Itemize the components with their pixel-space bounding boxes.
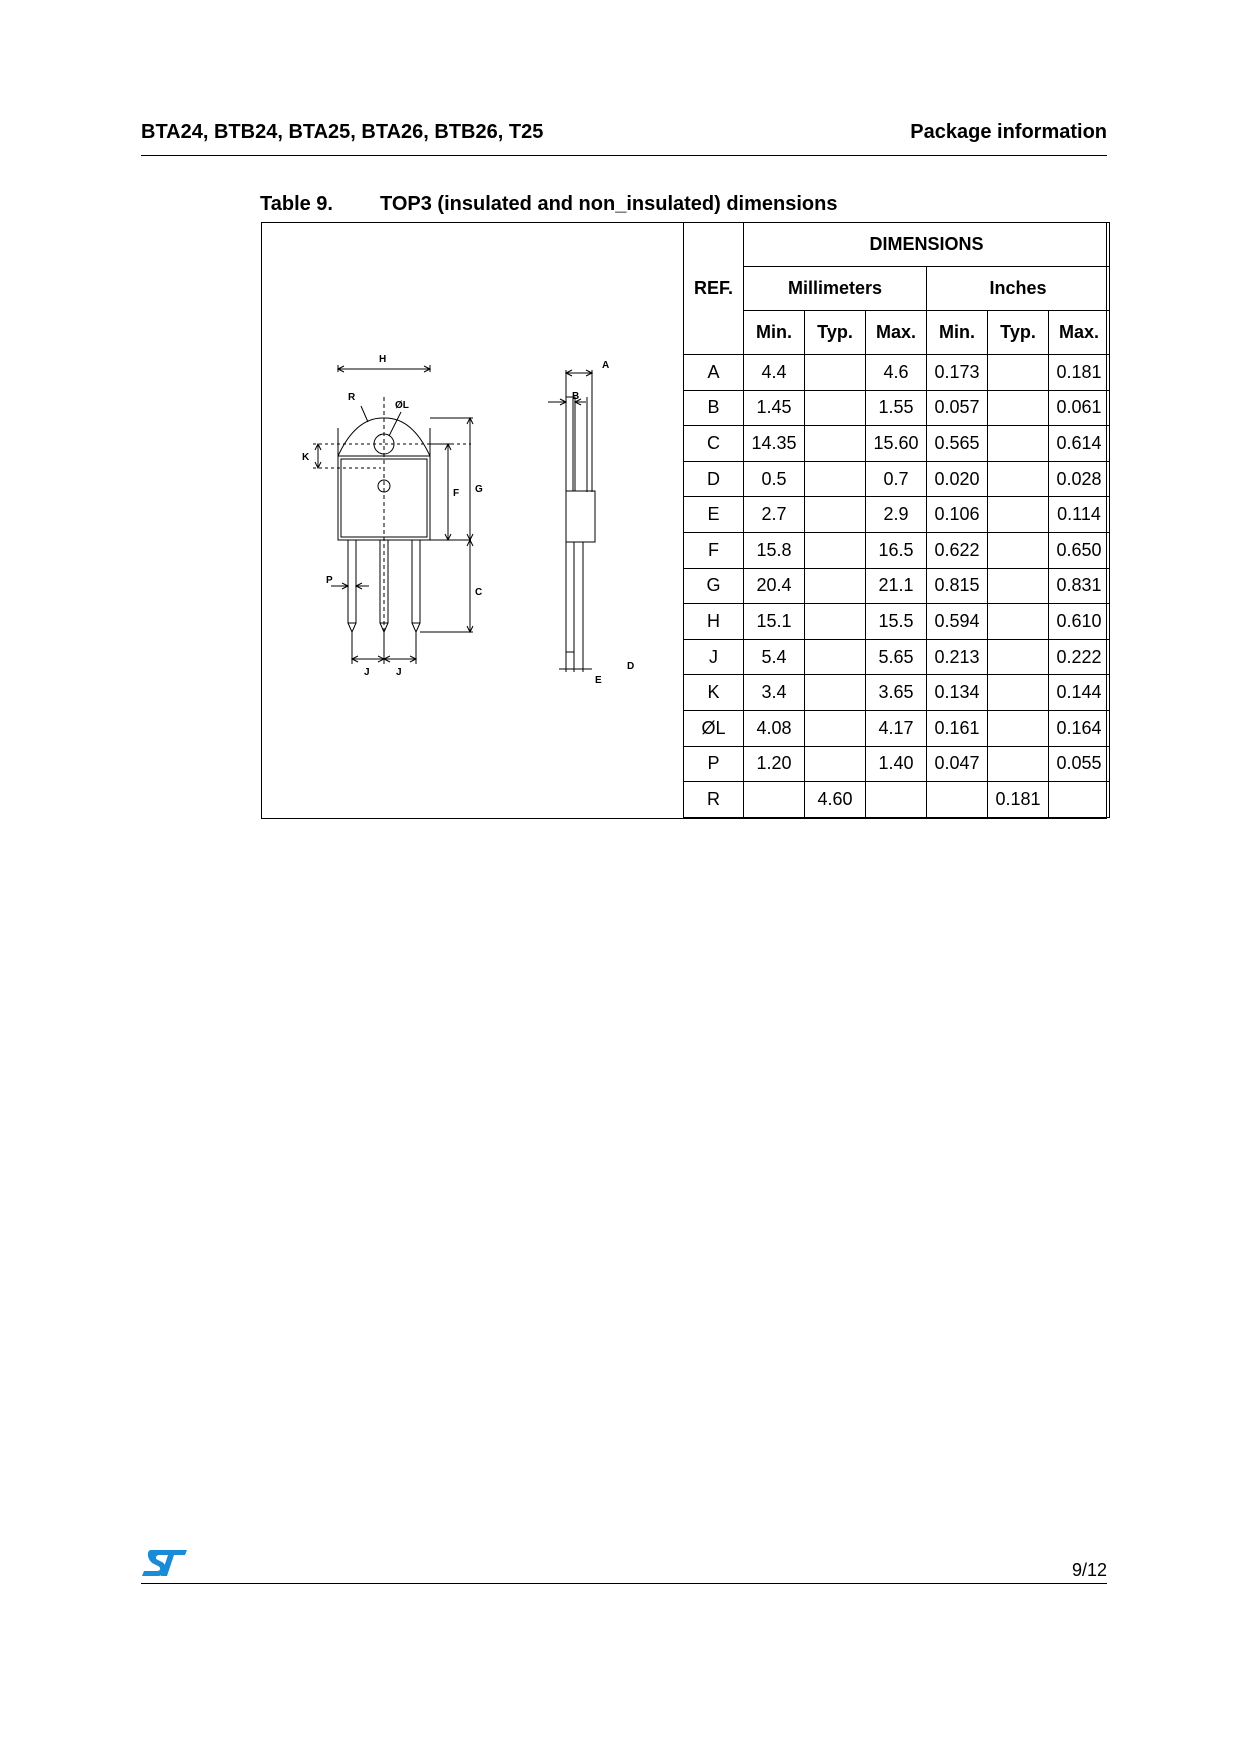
cell-ref: H — [684, 604, 744, 640]
cell-in-min: 0.057 — [927, 390, 988, 426]
cell-in-typ — [988, 355, 1049, 391]
cell-in-max: 0.061 — [1049, 390, 1110, 426]
cell-mm-max: 0.7 — [866, 461, 927, 497]
cell-ref: J — [684, 639, 744, 675]
dim-label-j2: J — [396, 667, 402, 678]
cell-mm-typ — [805, 568, 866, 604]
inches-header: Inches — [927, 267, 1110, 311]
table-row — [684, 604, 1110, 640]
cell-ref: F — [684, 532, 744, 568]
cell-in-max: 0.114 — [1049, 497, 1110, 533]
in-max-header: Max. — [1049, 311, 1110, 355]
cell-ref: C — [684, 426, 744, 462]
cell-mm-max: 2.9 — [866, 497, 927, 533]
ref-header: REF. — [684, 223, 744, 355]
cell-mm-min: 0.5 — [744, 461, 805, 497]
cell-in-min: 0.134 — [927, 675, 988, 711]
cell-in-min: 0.161 — [927, 710, 988, 746]
dim-label-f: F — [453, 488, 460, 499]
dim-label-d: D — [627, 661, 635, 672]
cell-in-max: 0.164 — [1049, 710, 1110, 746]
dimensions-table-body — [684, 355, 1110, 818]
cell-mm-min: 4.4 — [744, 355, 805, 391]
cell-ref: A — [684, 355, 744, 391]
cell-in-max: 0.028 — [1049, 461, 1110, 497]
cell-mm-max: 1.40 — [866, 746, 927, 782]
cell-in-min: 0.594 — [927, 604, 988, 640]
table-row — [684, 532, 1110, 568]
cell-in-typ — [988, 426, 1049, 462]
cell-mm-min: 14.35 — [744, 426, 805, 462]
cell-in-typ — [988, 639, 1049, 675]
cell-mm-typ — [805, 390, 866, 426]
cell-in-max: 0.831 — [1049, 568, 1110, 604]
cell-in-min: 0.173 — [927, 355, 988, 391]
cell-in-max: 0.181 — [1049, 355, 1110, 391]
cell-in-typ — [988, 604, 1049, 640]
table-row — [684, 782, 1110, 818]
header-rule — [141, 155, 1107, 156]
cell-in-typ — [988, 532, 1049, 568]
cell-in-typ — [988, 746, 1049, 782]
dim-label-g: G — [475, 484, 483, 495]
section-title: Package information — [910, 121, 1107, 143]
dim-label-b: B — [572, 391, 580, 402]
cell-ref: ØL — [684, 710, 744, 746]
mm-min-header: Min. — [744, 311, 805, 355]
millimeters-header: Millimeters — [744, 267, 927, 311]
dim-label-p: P — [326, 575, 333, 586]
table-row — [684, 390, 1110, 426]
cell-in-typ: 0.181 — [988, 782, 1049, 818]
cell-ref: P — [684, 746, 744, 782]
mm-max-header: Max. — [866, 311, 927, 355]
table-title: TOP3 (insulated and non_insulated) dimensions — [380, 193, 838, 215]
cell-mm-typ — [805, 639, 866, 675]
cell-in-typ — [988, 675, 1049, 711]
document-header-title: BTA24, BTB24, BTA25, BTA26, BTB26, T25 — [141, 121, 544, 143]
footer-rule — [141, 1583, 1107, 1584]
cell-ref: B — [684, 390, 744, 426]
dimensions-header: DIMENSIONS — [744, 223, 1110, 267]
cell-mm-typ — [805, 746, 866, 782]
dim-label-a: A — [602, 360, 610, 371]
dim-label-h: H — [379, 354, 387, 365]
cell-in-min — [927, 782, 988, 818]
dimensions-table — [683, 222, 1110, 818]
cell-mm-max: 15.60 — [866, 426, 927, 462]
cell-mm-min: 4.08 — [744, 710, 805, 746]
cell-mm-typ — [805, 497, 866, 533]
cell-in-typ — [988, 390, 1049, 426]
cell-in-min: 0.106 — [927, 497, 988, 533]
dim-label-ol: ØL — [395, 400, 409, 411]
cell-in-max: 0.055 — [1049, 746, 1110, 782]
cell-ref: D — [684, 461, 744, 497]
cell-mm-max: 3.65 — [866, 675, 927, 711]
cell-in-min: 0.213 — [927, 639, 988, 675]
cell-mm-max: 4.6 — [866, 355, 927, 391]
cell-in-min: 0.565 — [927, 426, 988, 462]
table-row — [684, 675, 1110, 711]
cell-mm-typ: 4.60 — [805, 782, 866, 818]
dim-label-c: C — [475, 587, 483, 598]
cell-mm-min: 1.45 — [744, 390, 805, 426]
st-logo — [141, 1548, 189, 1580]
cell-ref: R — [684, 782, 744, 818]
cell-mm-typ — [805, 532, 866, 568]
cell-in-max — [1049, 782, 1110, 818]
cell-mm-max: 21.1 — [866, 568, 927, 604]
cell-mm-min: 1.20 — [744, 746, 805, 782]
table-row — [684, 746, 1110, 782]
table-row — [684, 426, 1110, 462]
in-min-header: Min. — [927, 311, 988, 355]
cell-ref: G — [684, 568, 744, 604]
cell-mm-min — [744, 782, 805, 818]
dim-label-j1: J — [364, 667, 370, 678]
cell-in-min: 0.815 — [927, 568, 988, 604]
cell-in-min: 0.047 — [927, 746, 988, 782]
table-row — [684, 461, 1110, 497]
cell-mm-typ — [805, 461, 866, 497]
table-row — [684, 639, 1110, 675]
cell-mm-min: 20.4 — [744, 568, 805, 604]
cell-mm-typ — [805, 604, 866, 640]
cell-ref: E — [684, 497, 744, 533]
dim-label-k: K — [302, 452, 310, 463]
cell-mm-max — [866, 782, 927, 818]
table-row — [684, 355, 1110, 391]
package-outline-drawing — [261, 222, 684, 819]
cell-mm-max: 15.5 — [866, 604, 927, 640]
cell-in-max: 0.610 — [1049, 604, 1110, 640]
cell-in-max: 0.144 — [1049, 675, 1110, 711]
dim-label-e: E — [595, 675, 602, 686]
cell-mm-typ — [805, 710, 866, 746]
cell-in-typ — [988, 568, 1049, 604]
in-typ-header: Typ. — [988, 311, 1049, 355]
cell-mm-min: 15.8 — [744, 532, 805, 568]
table-row — [684, 497, 1110, 533]
cell-mm-min: 15.1 — [744, 604, 805, 640]
cell-in-max: 0.222 — [1049, 639, 1110, 675]
mm-typ-header: Typ. — [805, 311, 866, 355]
page-number: 9/12 — [1071, 1560, 1107, 1580]
cell-mm-min: 2.7 — [744, 497, 805, 533]
cell-mm-max: 5.65 — [866, 639, 927, 675]
cell-mm-min: 5.4 — [744, 639, 805, 675]
cell-in-min: 0.622 — [927, 532, 988, 568]
cell-in-typ — [988, 710, 1049, 746]
cell-mm-typ — [805, 355, 866, 391]
cell-in-min: 0.020 — [927, 461, 988, 497]
cell-mm-max: 1.55 — [866, 390, 927, 426]
cell-in-typ — [988, 497, 1049, 533]
cell-mm-typ — [805, 675, 866, 711]
cell-in-max: 0.614 — [1049, 426, 1110, 462]
table-row — [684, 568, 1110, 604]
cell-mm-min: 3.4 — [744, 675, 805, 711]
table-row — [684, 710, 1110, 746]
cell-ref: K — [684, 675, 744, 711]
cell-mm-max: 16.5 — [866, 532, 927, 568]
dim-label-r: R — [348, 392, 356, 403]
cell-in-typ — [988, 461, 1049, 497]
table-number: Table 9. — [260, 193, 333, 215]
cell-mm-max: 4.17 — [866, 710, 927, 746]
cell-mm-typ — [805, 426, 866, 462]
cell-in-max: 0.650 — [1049, 532, 1110, 568]
